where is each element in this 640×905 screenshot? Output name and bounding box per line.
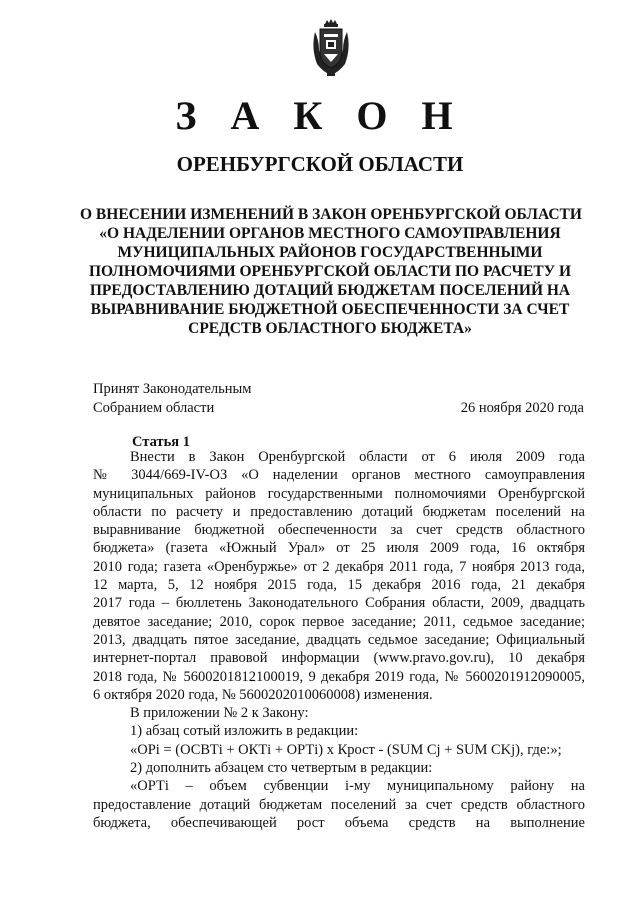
body-line: «ОРТi – объем субвенции i-му муниципальному району на [130, 778, 585, 795]
body-line: области по расчету и предоставлению дотаций бюджетам поселений на [93, 503, 585, 520]
body-line: бюджета, обеспечивающей рост объема средств на выполнение [93, 814, 585, 831]
heading-line: ПОЛНОМОЧИЯМИ ОРЕНБУРГСКОЙ ОБЛАСТИ ПО РАСЧЕТУ И [88, 263, 572, 280]
body-line: 6 октября 2020 года, № 5600202010060008) изменения. [93, 686, 433, 703]
body-line: 2018 года, № 5600201812100019, 9 декабря 2019 года, № 5600201912090005, [93, 668, 585, 685]
body-line: интернет-портал правовой информации (www.pravo.gov.ru), 10 декабря [93, 650, 585, 667]
adoption-note [93, 380, 251, 418]
body-line: девятое заседание; 2010, сорок первое заседание; 2011, седьмое заседание; [93, 613, 585, 630]
body-line: 2017 года – бюллетень Законодательного Собрания области, 2009, двадцать [93, 595, 585, 612]
body-line: № 3044/669-IV-ОЗ «О наделении органов местного самоуправления [93, 467, 585, 484]
body-line: 2010 года; газета «Оренбуржье» от 2 декабря 2011 года, 7 ноября 2013 года, [93, 558, 585, 575]
heading-line: СРЕДСТВ ОБЛАСТНОГО БЮДЖЕТА» [188, 320, 472, 337]
heading-line: О ВНЕСЕНИИ ИЗМЕНЕНИЙ В ЗАКОН ОРЕНБУРГСКОЙ ОБЛАСТИ [80, 206, 582, 223]
body-line: 1) абзац сотый изложить в редакции: [130, 723, 359, 740]
law-heading [80, 205, 580, 338]
adoption-line: Принят Законодательным [93, 381, 252, 397]
article-body [93, 448, 585, 832]
heading-line: ВЫРАВНИВАНИЕ БЮДЖЕТНОЙ ОБЕСПЕЧЕННОСТИ ЗА СЧЕТ [90, 301, 570, 318]
body-line: 2013, двадцать пятое заседание, двадцать седьмое заседание; Официальный [93, 631, 585, 648]
body-line: бюджета» (газета «Южный Урал» от 25 июля 2009 года, 16 октября [93, 540, 585, 557]
article-title: Статья 1 [132, 434, 190, 450]
document-title: З А К О Н [175, 93, 465, 138]
body-line: 2) дополнить абзацем сто четвертым в редакции: [130, 760, 433, 777]
orenburg-coat-of-arms-icon [309, 18, 353, 78]
heading-line: МУНИЦИПАЛЬНЫХ РАЙОНОВ ГОСУДАРСТВЕННЫМИ [117, 244, 543, 261]
heading-line: ПРЕДОСТАВЛЕНИЮ ДОТАЦИЙ БЮДЖЕТАМ ПОСЕЛЕНИЙ НА [89, 282, 571, 299]
heading-line: «О НАДЕЛЕНИИ ОРГАНОВ МЕСТНОГО САМОУПРАВЛЕНИЯ [99, 225, 561, 242]
body-line: «ОРi = (ОСВТi + ОКТi + ОРТi) х Крост - (SUM Cj + SUM CKj), где:»; [130, 741, 562, 758]
body-line: Внести в Закон Оренбургской области от 6 июля 2009 года [130, 449, 585, 465]
body-line: муниципальных районов государственными полномочиями Оренбургской [93, 485, 585, 502]
body-line: 12 марта, 5, 12 ноября 2015 года, 15 декабря 2016 года, 21 декабря [93, 577, 585, 594]
body-line: В приложении № 2 к Закону: [130, 705, 309, 722]
adoption-line: Собранием области [93, 400, 215, 416]
adoption-date: 26 ноября 2020 года [460, 400, 584, 416]
document-subtitle: ОРЕНБУРГСКОЙ ОБЛАСТИ [176, 152, 464, 176]
body-line: предоставление дотаций бюджетам поселений за счет средств областного [93, 796, 585, 813]
body-line: выравнивание бюджетной обеспеченности за счет средств областного [93, 522, 585, 539]
